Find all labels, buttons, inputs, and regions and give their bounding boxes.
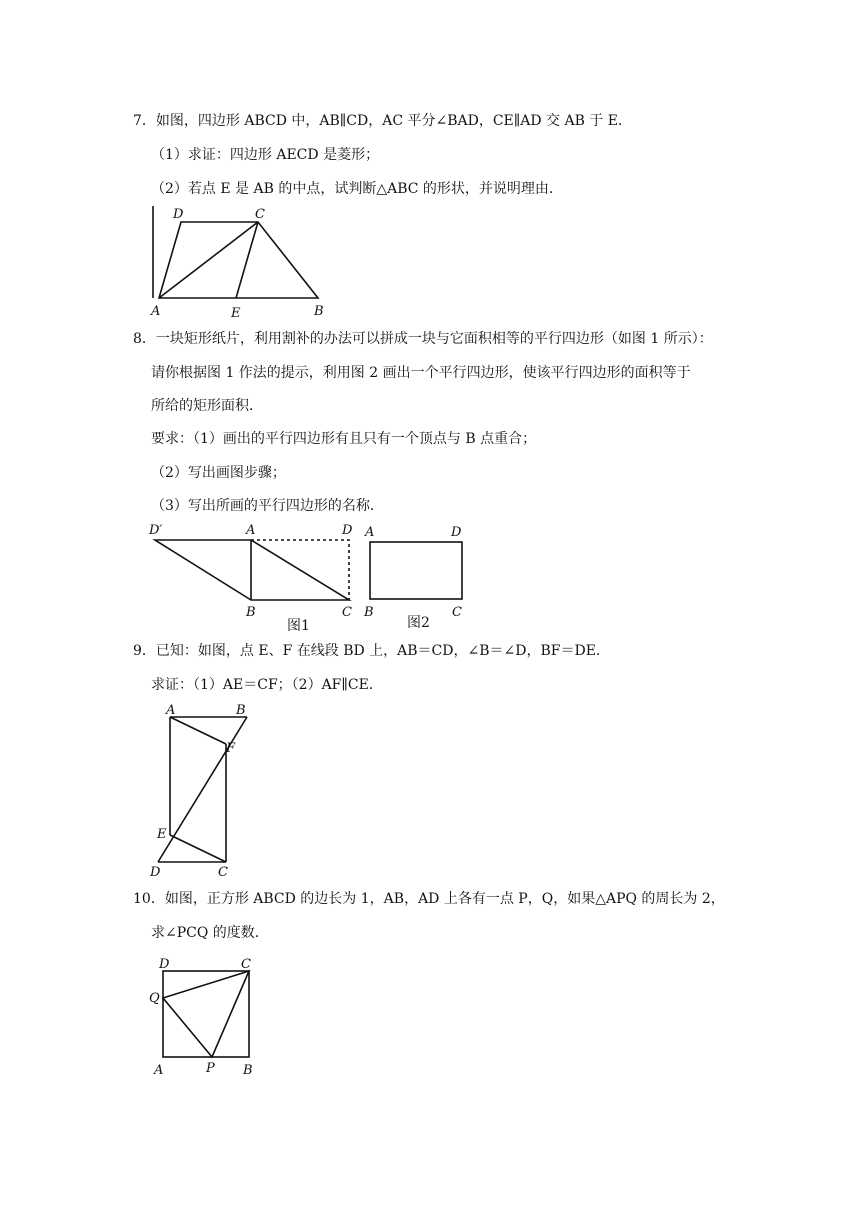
segment-af: [170, 717, 226, 744]
fig1-label-c: C: [342, 605, 352, 620]
problem-8-requirement-2: （2）写出画图步骤；: [151, 465, 286, 481]
fig1-label-b: B: [246, 605, 256, 620]
diagonal-ac: [159, 222, 258, 298]
problem-8-requirement-3: （3）写出所画的平行四边形的名称．: [151, 498, 384, 514]
segment-ce: [236, 222, 258, 298]
label-c: C: [255, 207, 265, 222]
fig1-label-a: A: [246, 523, 256, 538]
fig1-label-d: D: [342, 523, 353, 538]
segment-bd: [158, 717, 247, 862]
label-c: C: [218, 865, 228, 880]
parallelogram-dprime-a-c-b: [155, 540, 349, 600]
label-a: A: [154, 1063, 164, 1078]
label-d: D: [173, 207, 184, 222]
label-q: Q: [149, 991, 160, 1006]
fig2-label-a: A: [365, 525, 375, 540]
fig1-label-dprime: D′: [149, 523, 163, 538]
label-a: A: [151, 304, 161, 319]
label-d: D: [150, 865, 161, 880]
fig2-label-d: D: [451, 525, 462, 540]
label-a: A: [166, 703, 176, 718]
rectangle-abcd: [370, 542, 462, 599]
problem-9-stem: 9．已知：如图，点 E、F 在线段 BD 上，AB＝CD，∠B＝∠D，BF＝DE．: [133, 643, 610, 659]
problem-8-requirement-1: 要求：（1）画出的平行四边形有且只有一个顶点与 B 点重合；: [151, 431, 537, 447]
label-p: P: [206, 1061, 215, 1076]
problem-8-continuation-2: 所给的矩形面积．: [151, 398, 263, 414]
problem-7-question-1: （1）求证：四边形 AECD 是菱形；: [151, 147, 380, 163]
fig1-caption: 图1: [287, 618, 310, 634]
label-e: E: [231, 306, 241, 321]
label-b: B: [314, 304, 324, 319]
problem-8-figure: [145, 518, 475, 636]
problem-7-question-2: （2）若点 E 是 AB 的中点，试判断△ABC 的形状，并说明理由．: [151, 181, 563, 197]
problem-8-stem: 8．一块矩形纸片，利用割补的办法可以拼成一块与它面积相等的平行四边形（如图 1 所示）：: [133, 331, 713, 347]
problem-10-figure: [140, 950, 270, 1080]
problem-7-stem: 7．如图，四边形 ABCD 中，AB∥CD，AC 平分∠BAD，CE∥AD 交 AB 于 E．: [133, 113, 632, 129]
label-f: F: [226, 741, 236, 756]
problem-10-continuation: 求∠PCQ 的度数．: [151, 925, 269, 941]
problem-9-prove: 求证：（1）AE＝CF；（2）AF∥CE．: [151, 677, 383, 693]
label-c: C: [241, 957, 251, 972]
fig2-label-b: B: [364, 605, 374, 620]
problem-8-continuation-1: 请你根据图 1 作法的提示，利用图 2 画出一个平行四边形，使该平行四边形的面积等于: [151, 365, 691, 381]
problem-10-stem: 10．如图，正方形 ABCD 的边长为 1，AB，AD 上各有一点 P，Q，如果△APQ 的周长为 2，: [133, 891, 725, 907]
problem-7-figure: [145, 200, 345, 322]
label-e: E: [157, 827, 167, 842]
problem-9-figure: [140, 700, 260, 882]
fig2-label-c: C: [452, 605, 462, 620]
label-d: D: [159, 957, 170, 972]
triangle-pcq: [163, 971, 249, 1057]
segment-ec: [170, 835, 226, 862]
label-b: B: [236, 703, 246, 718]
label-b: B: [243, 1063, 253, 1078]
fig2-caption: 图2: [407, 615, 430, 631]
